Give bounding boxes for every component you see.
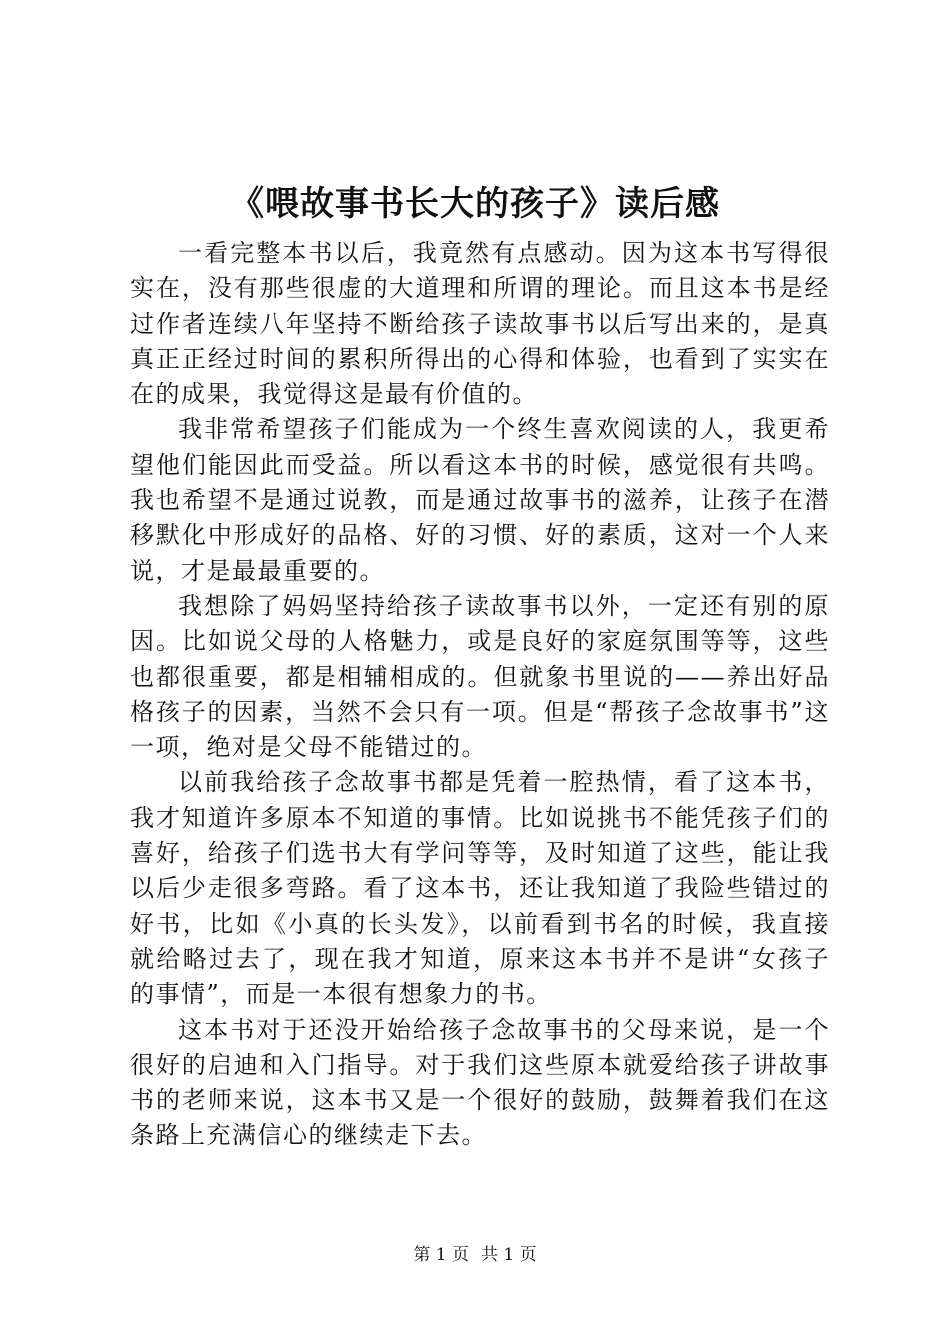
- page-total: 共 1 页: [481, 1245, 537, 1265]
- document-body: [130, 236, 830, 1154]
- paragraph-3: 我想除了妈妈坚持给孩子读故事书以外，一定还有别的原因。比如说父母的人格魅力，或是良好的家庭氛围等等，这些也都很重要，都是相辅相成的。但就象书里说的——养出好品格孩子的因素，当然不会只有一项。但是“帮孩子念故事书”这一项，绝对是父母不能错过的。: [130, 591, 830, 762]
- document-title: 《喂故事书长大的孩子》读后感: [230, 184, 720, 224]
- paragraph-2: 我非常希望孩子们能成为一个终生喜欢阅读的人，我更希望他们能因此而受益。所以看这本书的时候，感觉很有共鸣。我也希望不是通过说教，而是通过故事书的滋养，让孩子在潜移默化中形成好的品格、好的习惯、好的素质，这对一个人来说，才是最最重要的。: [130, 415, 830, 585]
- page-number: 第 1 页: [413, 1245, 469, 1265]
- paragraph-5: 这本书对于还没开始给孩子念故事书的父母来说，是一个很好的启迪和入门指导。对于我们这些原本就爱给孩子讲故事书的老师来说，这本书又是一个很好的鼓励，鼓舞着我们在这条路上充满信心的继续走下去。: [130, 1015, 830, 1150]
- paragraph-4: 以前我给孩子念故事书都是凭着一腔热情，看了这本书，我才知道许多原本不知道的事情。比如说挑书不能凭孩子们的喜好，给孩子们选书大有学问等等，及时知道了这些，能让我以后少走很多弯路。看了这本书，还让我知道了我险些错过的好书，比如《小真的长头发》，以前看到书名的时候，我直接就给略过去了，现在我才知道，原来这本书并不是讲“女孩子的事情”，而是一本很有想象力的书。: [130, 768, 830, 1009]
- paragraph-1: 一看完整本书以后，我竟然有点感动。因为这本书写得很实在，没有那些很虚的大道理和所谓的理论。而且这本书是经过作者连续八年坚持不断给孩子读故事书以后写出来的，是真真正正经过时间的累积所得出的心得和体验，也看到了实实在在的成果，我觉得这是最有价值的。: [130, 239, 830, 409]
- page-footer: [0, 1243, 950, 1267]
